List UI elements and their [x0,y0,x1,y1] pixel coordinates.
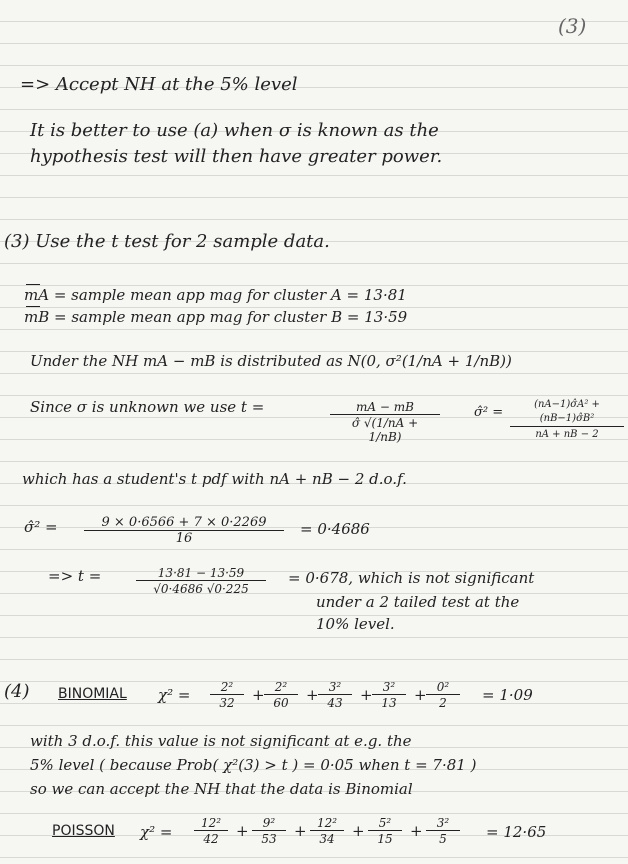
poisson-term-numerator: 12² [316,816,338,830]
poisson-term-numerator: 12² [200,816,222,830]
binomial-plus-sign: + [306,686,319,704]
binomial-plus-sign: + [252,686,265,704]
binomial-term-5 [426,680,460,710]
pooled-variance-numerator: (nA−1)σ̂A² + (nB−1)σ̂B² [534,399,600,424]
binomial-term-denominator: 32 [210,694,244,710]
definition-mean-b: mB = sample mean app mag for cluster B = 13·59 [24,308,408,326]
t-calc-fraction [136,566,266,596]
mean-bar-a [26,284,40,285]
t-calc-continuation-1: under a 2 tailed test at the [316,593,520,611]
pooled-variance-calc-lhs: σ̂² = [24,518,58,536]
binomial-term-numerator: 3² [382,680,396,694]
binomial-term-numerator: 2² [220,680,234,694]
pooled-variance-calc-result: = 0·4686 [300,520,370,538]
remark-line-1: It is better to use (a) when σ is known as the [30,120,439,141]
binomial-term-2 [264,680,298,710]
poisson-term-4 [368,816,402,846]
poisson-label: POISSON [52,823,115,839]
t-calc-lhs: => t = [48,567,102,585]
definition-mean-a: mA = sample mean app mag for cluster A = 13·81 [24,286,407,304]
pooled-variance-calc-denominator: 16 [84,530,284,546]
under-nh-statement: Under the NH mA − mB is distributed as N(0, σ²(1/nA + 1/nB)) [30,352,512,370]
poisson-chi-square-result: = 12·65 [486,823,547,841]
poisson-chi-square-lhs: χ² = [140,823,173,841]
dof-statement-line-2: 5% level ( because Prob( χ²(3) > t ) = 0·05 when t = 7·81 ) [30,756,477,774]
pooled-variance-denominator: nA + nB − 2 [510,426,624,442]
remark-line-2: hypothesis test will then have greater power. [30,146,443,167]
t-calc-numerator: 13·81 − 13·59 [157,566,245,580]
binomial-term-denominator: 2 [426,694,460,710]
mean-bar-b [26,306,40,307]
binomial-term-1 [210,680,244,710]
binomial-plus-sign: + [414,686,427,704]
t-calc-denominator: √0·4686 √0·225 [136,580,266,596]
pooled-variance-lhs: σ̂² = [474,405,504,420]
dof-statement-line-3: so we can accept the NH that the data is Binomial [30,780,413,798]
poisson-plus-sign: + [352,822,365,840]
binomial-term-numerator: 0² [436,680,450,694]
binomial-term-3 [318,680,352,710]
binomial-chi-square-lhs: χ² = [158,686,191,704]
student-t-pdf-statement: which has a student's t pdf with nA + nB − 2 d.o.f. [22,470,407,488]
pooled-variance-fraction [510,398,624,442]
t-calc-result: = 0·678, which is not significant [288,569,535,587]
poisson-term-numerator: 9² [262,816,276,830]
poisson-term-denominator: 42 [194,830,228,846]
poisson-term-3 [310,816,344,846]
section-3-heading: (3) Use the t test for 2 sample data. [4,231,330,252]
t-calc-continuation-2: 10% level. [316,615,395,633]
binomial-term-numerator: 3² [328,680,342,694]
binomial-term-4 [372,680,406,710]
binomial-label: BINOMIAL [58,686,127,702]
page-number: (3) [558,14,587,38]
t-numerator: mA − mB [356,400,414,414]
poisson-plus-sign: + [294,822,307,840]
binomial-chi-square-result: = 1·09 [482,686,533,704]
pooled-variance-calc-numerator: 9 × 0·6566 + 7 × 0·2269 [101,515,267,530]
t-statistic-fraction [330,400,440,444]
poisson-term-1 [194,816,228,846]
binomial-term-numerator: 2² [274,680,288,694]
poisson-term-denominator: 5 [426,830,460,846]
poisson-term-denominator: 53 [252,830,286,846]
dof-statement-line-1: with 3 d.o.f. this value is not significant at e.g. the [30,732,412,750]
poisson-term-2 [252,816,286,846]
section-4-number: (4) [4,681,30,702]
poisson-term-numerator: 3² [436,816,450,830]
poisson-term-numerator: 5² [378,816,392,830]
poisson-term-5 [426,816,460,846]
binomial-term-denominator: 43 [318,694,352,710]
poisson-plus-sign: + [236,822,249,840]
poisson-plus-sign: + [410,822,423,840]
poisson-term-denominator: 15 [368,830,402,846]
poisson-term-denominator: 34 [310,830,344,846]
since-sigma-unknown: Since σ is unknown we use t = [30,398,265,416]
binomial-term-denominator: 60 [264,694,298,710]
binomial-term-denominator: 13 [372,694,406,710]
t-denominator: σ̂ √(1/nA + 1/nB) [330,414,440,444]
binomial-plus-sign: + [360,686,373,704]
accept-nh-conclusion: => Accept NH at the 5% level [20,74,298,95]
pooled-variance-calc-fraction [84,516,284,546]
